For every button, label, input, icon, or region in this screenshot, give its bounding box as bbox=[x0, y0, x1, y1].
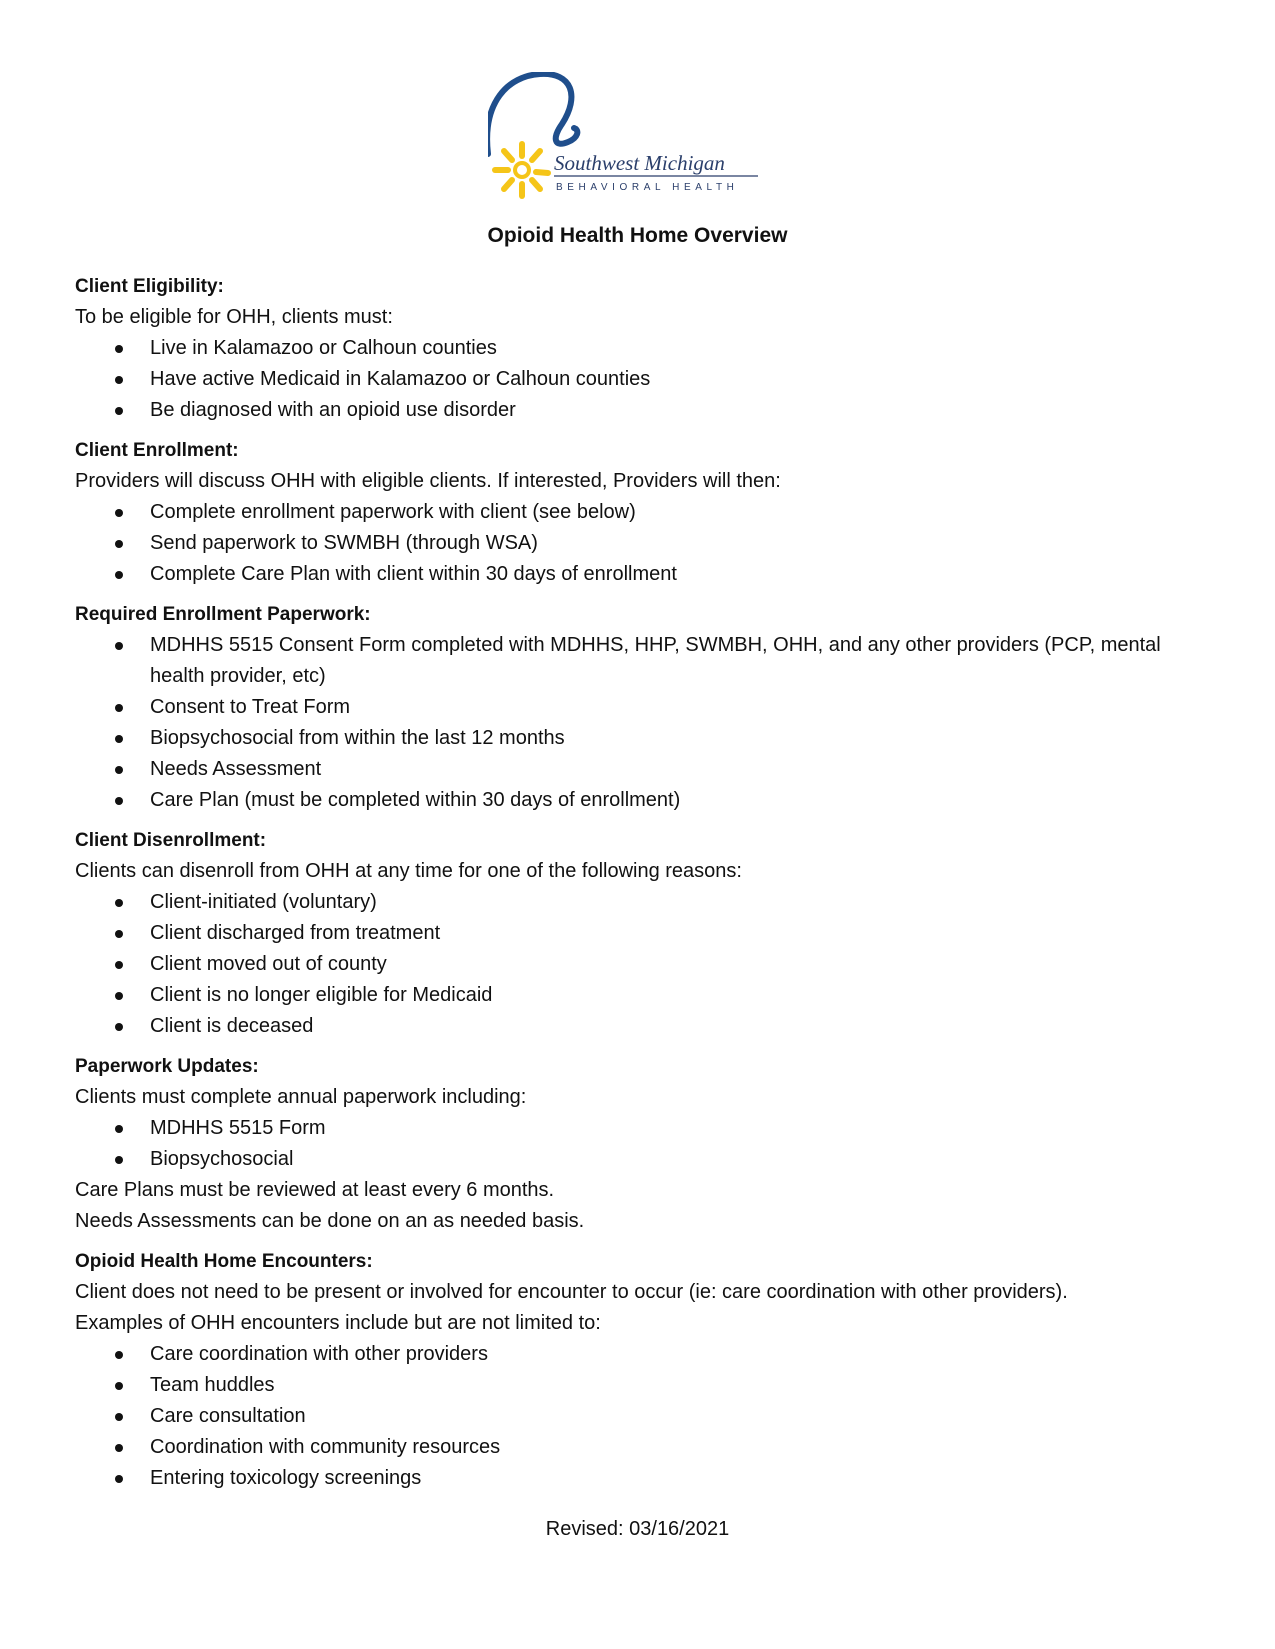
logo-arc bbox=[488, 74, 577, 154]
list-item bbox=[75, 785, 1205, 816]
list-item bbox=[75, 1401, 1205, 1432]
logo-name-line2: BEHAVIORAL HEALTH bbox=[556, 182, 739, 193]
bullet-list bbox=[75, 1339, 1205, 1494]
list-item bbox=[75, 1144, 1205, 1175]
section-paperwork bbox=[75, 600, 1205, 816]
bullet-list bbox=[75, 333, 1205, 426]
sun-icon bbox=[495, 144, 548, 196]
list-item bbox=[75, 1113, 1205, 1144]
list-item-text: Care Plan (must be completed within 30 days of enrollment) bbox=[150, 789, 681, 811]
section-heading: Client Eligibility: bbox=[75, 276, 224, 297]
bullet-icon bbox=[115, 1156, 123, 1164]
list-item-text: MDHHS 5515 Form bbox=[150, 1117, 326, 1139]
list-item-text: Have active Medicaid in Kalamazoo or Calhoun counties bbox=[150, 368, 651, 390]
list-item-text: Biopsychosocial from within the last 12 months bbox=[150, 727, 565, 749]
bullet-icon bbox=[115, 899, 123, 907]
list-item bbox=[75, 887, 1205, 918]
section-intro: Providers will discuss OHH with eligible clients. If interested, Providers will then: bbox=[75, 470, 781, 492]
list-item bbox=[75, 1370, 1205, 1401]
list-item bbox=[75, 754, 1205, 785]
section-enrollment bbox=[75, 436, 1205, 590]
list-item-text: Send paperwork to SWMBH (through WSA) bbox=[150, 532, 538, 554]
bullet-icon bbox=[115, 1382, 123, 1390]
section-note: Care Plans must be reviewed at least every 6 months. bbox=[75, 1179, 555, 1201]
bullet-icon bbox=[115, 540, 123, 548]
bullet-icon bbox=[115, 961, 123, 969]
page-title: Opioid Health Home Overview bbox=[487, 224, 788, 247]
section-note: Needs Assessments can be done on an as needed basis. bbox=[75, 1210, 585, 1232]
list-item-text: Consent to Treat Form bbox=[150, 696, 351, 718]
bullet-icon bbox=[115, 1351, 123, 1359]
bullet-icon bbox=[115, 1475, 123, 1483]
list-item-text: Live in Kalamazoo or Calhoun counties bbox=[150, 337, 497, 359]
bullet-icon bbox=[115, 797, 123, 805]
organization-logo bbox=[488, 72, 788, 212]
bullet-icon bbox=[115, 735, 123, 743]
logo-name-line1: Southwest Michigan bbox=[554, 151, 725, 175]
section-heading: Paperwork Updates: bbox=[75, 1056, 259, 1077]
list-item-text: Client moved out of county bbox=[150, 953, 387, 975]
list-item-text: Client discharged from treatment bbox=[150, 922, 441, 944]
section-intro: Clients must complete annual paperwork including: bbox=[75, 1086, 527, 1108]
list-item bbox=[75, 395, 1205, 426]
list-item bbox=[75, 333, 1205, 364]
bullet-icon bbox=[115, 407, 123, 415]
list-item-text: Entering toxicology screenings bbox=[150, 1467, 422, 1489]
list-item-text: Be diagnosed with an opioid use disorder bbox=[150, 399, 516, 421]
section-heading: Client Disenrollment: bbox=[75, 830, 267, 851]
list-item bbox=[75, 528, 1205, 559]
list-item-text: Client is no longer eligible for Medicaid bbox=[150, 984, 493, 1006]
bullet-icon bbox=[115, 1125, 123, 1133]
list-item bbox=[75, 1463, 1205, 1494]
list-item bbox=[75, 1011, 1205, 1042]
list-item bbox=[75, 364, 1205, 395]
section-intro: Examples of OHH encounters include but are not limited to: bbox=[75, 1312, 601, 1334]
list-item-text: Complete Care Plan with client within 30 days of enrollment bbox=[150, 563, 677, 585]
section-intro: Clients can disenroll from OHH at any time for one of the following reasons: bbox=[75, 860, 742, 882]
logo-graphic bbox=[488, 72, 788, 212]
document-body bbox=[75, 272, 1205, 1504]
list-item bbox=[75, 1432, 1205, 1463]
list-item bbox=[75, 630, 1205, 692]
section-disenrollment bbox=[75, 826, 1205, 1042]
bullet-icon bbox=[115, 766, 123, 774]
list-item bbox=[75, 692, 1205, 723]
list-item bbox=[75, 1339, 1205, 1370]
bullet-list bbox=[75, 887, 1205, 1042]
list-item-text: Biopsychosocial bbox=[150, 1148, 294, 1170]
bullet-list bbox=[75, 497, 1205, 590]
list-item bbox=[75, 497, 1205, 528]
list-item bbox=[75, 980, 1205, 1011]
revised-date: Revised: 03/16/2021 bbox=[545, 1518, 730, 1540]
section-updates bbox=[75, 1052, 1205, 1237]
list-item-text: Complete enrollment paperwork with client (see below) bbox=[150, 501, 636, 523]
list-item bbox=[75, 723, 1205, 754]
section-eligibility bbox=[75, 272, 1205, 426]
bullet-list bbox=[75, 1113, 1205, 1175]
bullet-icon bbox=[115, 1413, 123, 1421]
bullet-icon bbox=[115, 1023, 123, 1031]
bullet-icon bbox=[115, 571, 123, 579]
bullet-list bbox=[75, 630, 1205, 816]
list-item bbox=[75, 918, 1205, 949]
list-item-text: Needs Assessment bbox=[150, 758, 322, 780]
list-item-text: MDHHS 5515 Consent Form completed with MDHHS, HHP, SWMBH, OHH, and any other providers (PCP, mental health provider, etc) bbox=[150, 634, 1161, 687]
section-intro: Client does not need to be present or involved for encounter to occur (ie: care coordination with other providers). bbox=[75, 1281, 1068, 1303]
list-item-text: Client is deceased bbox=[150, 1015, 314, 1037]
section-heading: Required Enrollment Paperwork: bbox=[75, 604, 371, 625]
bullet-icon bbox=[115, 642, 123, 650]
section-heading: Client Enrollment: bbox=[75, 440, 239, 461]
list-item-text: Care coordination with other providers bbox=[150, 1343, 488, 1365]
bullet-icon bbox=[115, 704, 123, 712]
bullet-icon bbox=[115, 509, 123, 517]
list-item bbox=[75, 559, 1205, 590]
bullet-icon bbox=[115, 992, 123, 1000]
bullet-icon bbox=[115, 930, 123, 938]
section-heading: Opioid Health Home Encounters: bbox=[75, 1251, 373, 1272]
section-encounters bbox=[75, 1247, 1205, 1494]
list-item-text: Client-initiated (voluntary) bbox=[150, 891, 377, 913]
list-item bbox=[75, 949, 1205, 980]
bullet-icon bbox=[115, 1444, 123, 1452]
section-intro: To be eligible for OHH, clients must: bbox=[75, 306, 393, 328]
bullet-icon bbox=[115, 345, 123, 353]
list-item-text: Coordination with community resources bbox=[150, 1436, 501, 1458]
bullet-icon bbox=[115, 376, 123, 384]
list-item-text: Team huddles bbox=[150, 1374, 275, 1396]
list-item-text: Care consultation bbox=[150, 1405, 306, 1427]
